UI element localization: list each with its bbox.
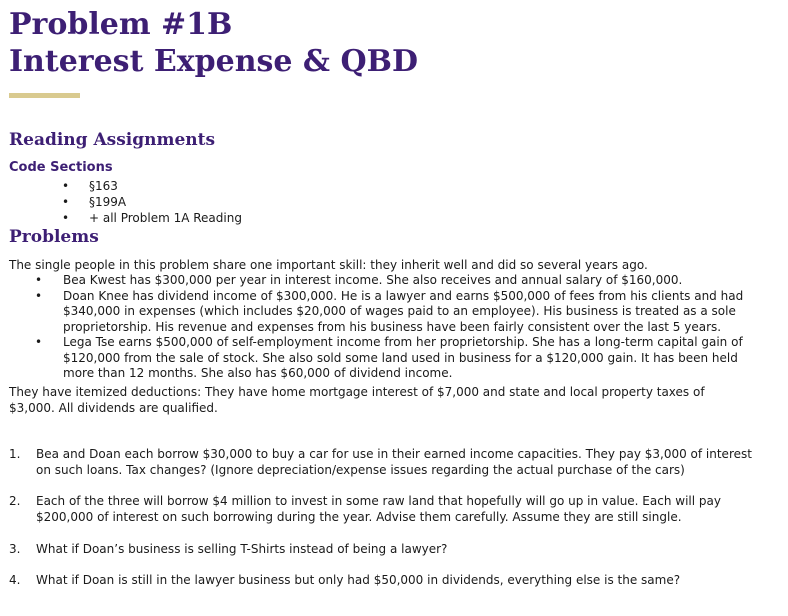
code-item: • + all Problem 1A Reading — [62, 210, 242, 226]
question-number: 4. — [9, 573, 21, 587]
question-text: Each of the three will borrow $4 million to invest in some raw land that hopefully will go up in value. Each will pay $200,000 of interest on such borrowing during the year. Advise them carefully. Assume they are still single. — [36, 494, 721, 524]
page-title — [9, 6, 418, 80]
question-4 — [9, 572, 769, 588]
question-1 — [9, 446, 769, 478]
code-sections-heading: Code Sections — [9, 160, 113, 175]
reading-heading: Reading Assignments — [9, 130, 216, 150]
people-list — [35, 273, 765, 382]
deductions-text: They have itemized deductions: They have home mortgage interest of $7,000 and state and local property taxes of $3,000. All dividends are qualified. — [9, 385, 705, 415]
problems-heading: Problems — [9, 227, 99, 247]
question-number: 2. — [9, 494, 21, 508]
question-text: What if Doan’s business is selling T-Shirts instead of being a lawyer? — [36, 542, 448, 556]
person-item: • Lega Tse earns $500,000 of self-employment income from her proprietorship. She has a long-term capital gain of $120,000 from the sale of stock. She also sold some land used in business for a $120,000 gain. It has been held more than 12 months. She also has $60,000 of dividend income. — [35, 335, 765, 382]
question-text: Bea and Doan each borrow $30,000 to buy a car for use in their earned income capacities. They pay $3,000 of interest on such loans. Tax changes? (Ignore depreciation/expense issues regarding the actual purchase of the cars) — [36, 447, 752, 477]
question-3 — [9, 541, 769, 557]
person-item: • Bea Kwest has $300,000 per year in interest income. She also receives and annual salary of $160,000. — [35, 273, 765, 289]
person-item: • Doan Knee has dividend income of $300,000. He is a lawyer and earns $500,000 of fees from his clients and had $340,000 in expenses (which includes $20,000 of wages paid to an employee). His business is treated as a sole proprietorship. His revenue and expenses from his business have been fairly consistent over the last 5 years. — [35, 289, 765, 336]
title-underline — [9, 93, 80, 98]
code-item: • §163 — [62, 178, 242, 194]
title-line-1: Problem #1B — [9, 7, 233, 42]
question-number: 3. — [9, 542, 21, 556]
code-item: • §199A — [62, 194, 242, 210]
question-text: What if Doan is still in the lawyer business but only had $50,000 in dividends, everything else is the same? — [36, 573, 681, 587]
title-line-2: Interest Expense & QBD — [9, 44, 418, 79]
intro-text: The single people in this problem share one important skill: they inherit well and did so several years ago. — [9, 258, 648, 272]
question-number: 1. — [9, 447, 21, 461]
question-2 — [9, 493, 769, 525]
code-sections-list — [62, 178, 242, 226]
